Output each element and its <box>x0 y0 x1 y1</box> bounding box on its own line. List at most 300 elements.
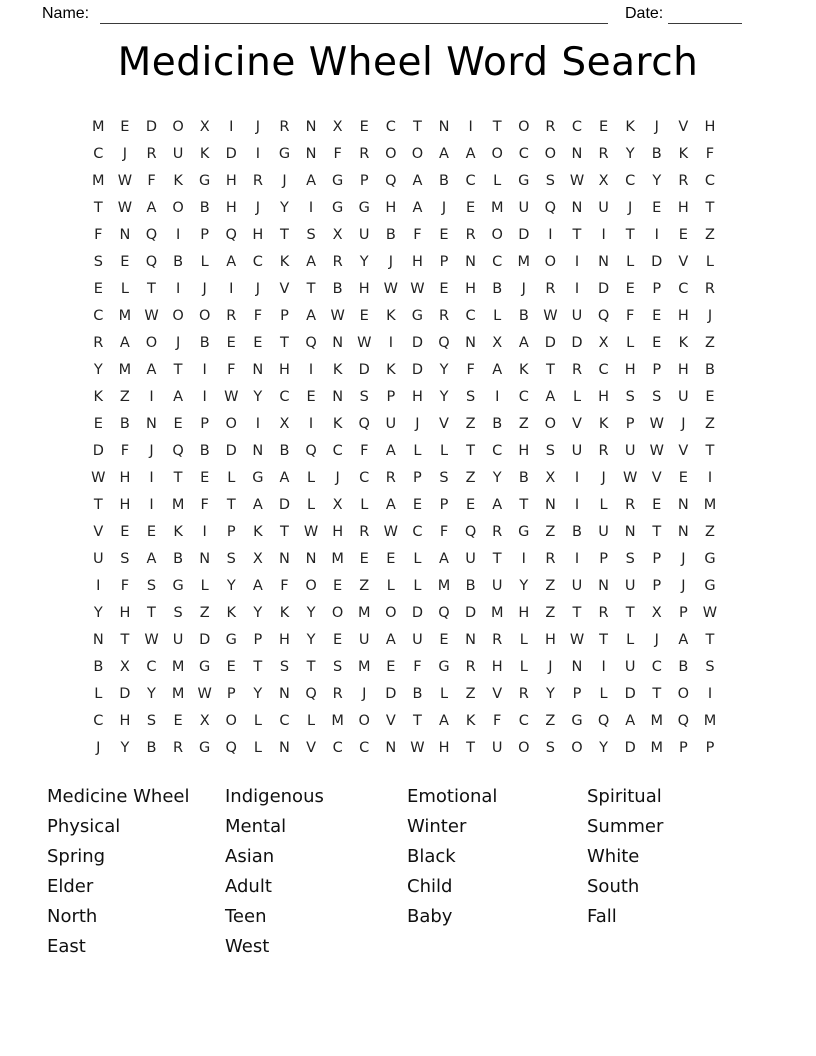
grid-letter: I <box>96 577 101 594</box>
grid-letter: B <box>651 145 662 162</box>
grid-letter: O <box>145 334 158 351</box>
grid-letter: R <box>545 280 556 297</box>
page-title: Medicine Wheel Word Search <box>117 40 699 85</box>
grid-letter: I <box>574 280 580 297</box>
grid-letter: Y <box>280 199 289 216</box>
grid-letter: J <box>122 145 128 162</box>
grid-letter: L <box>227 469 236 486</box>
grid-letter: K <box>678 334 689 351</box>
grid-letter: R <box>438 307 450 324</box>
grid-letter: D <box>385 685 397 702</box>
grid-letter: Y <box>253 388 263 405</box>
grid-letter: X <box>199 712 210 729</box>
grid-letter: U <box>598 523 609 540</box>
word-list-item: Fall <box>587 906 617 927</box>
grid-letter: F <box>94 226 103 243</box>
grid-letter: L <box>519 631 528 648</box>
grid-letter: T <box>120 631 130 648</box>
grid-letter: X <box>651 604 662 621</box>
grid-letter: S <box>652 388 662 405</box>
grid-letter: L <box>493 307 502 324</box>
grid-letter: G <box>332 199 344 216</box>
grid-letter: P <box>253 631 263 648</box>
grid-letter: U <box>491 739 503 756</box>
grid-letter: U <box>172 631 184 648</box>
grid-letter: T <box>572 604 582 621</box>
grid-letter: M <box>118 307 132 324</box>
grid-letter: O <box>198 307 211 324</box>
grid-letter: K <box>625 118 635 135</box>
grid-letter: T <box>705 631 715 648</box>
grid-letter: R <box>545 118 556 135</box>
grid-letter: L <box>94 685 103 702</box>
grid-letter: N <box>571 199 583 216</box>
grid-letter: R <box>704 280 715 297</box>
grid-letter: J <box>601 469 606 486</box>
grid-letter: E <box>359 550 369 567</box>
grid-letter: C <box>385 118 396 135</box>
grid-letter: V <box>385 712 396 729</box>
grid-letter: A <box>226 253 237 270</box>
grid-letter: H <box>411 253 423 270</box>
grid-letter: F <box>493 712 502 729</box>
grid-letter: K <box>279 253 290 270</box>
grid-letter: S <box>545 739 555 756</box>
word-list <box>0 782 816 972</box>
grid-letter: R <box>359 523 370 540</box>
grid-letter: Q <box>305 334 317 351</box>
grid-letter: R <box>146 145 157 162</box>
grid-letter: U <box>358 226 370 243</box>
grid-letter: I <box>574 253 580 270</box>
grid-letter: W <box>649 415 664 432</box>
grid-letter: E <box>439 631 449 648</box>
grid-letter: S <box>146 712 157 729</box>
grid-letter: H <box>119 469 131 486</box>
grid-letter: Q <box>145 226 158 243</box>
grid-letter: E <box>120 523 130 540</box>
grid-letter: I <box>229 118 234 135</box>
grid-letter: W <box>117 199 133 216</box>
grid-letter: N <box>305 550 317 567</box>
grid-letter: I <box>574 550 580 567</box>
grid-letter: S <box>545 442 555 459</box>
grid-letter: H <box>332 523 344 540</box>
grid-letter: Z <box>704 334 715 351</box>
grid-letter: E <box>439 280 449 297</box>
grid-letter: Z <box>545 577 556 594</box>
grid-letter: I <box>548 226 553 243</box>
grid-letter: M <box>331 550 344 567</box>
grid-letter: K <box>519 361 529 378</box>
grid-letter: Y <box>545 685 555 702</box>
grid-letter: I <box>308 361 314 378</box>
grid-letter: S <box>173 604 183 621</box>
grid-letter: U <box>412 631 423 648</box>
grid-letter: H <box>279 631 290 648</box>
grid-letter: N <box>305 145 317 162</box>
grid-letter: H <box>225 172 237 189</box>
word-list-column <box>47 782 190 962</box>
grid-letter: F <box>280 577 289 594</box>
word-list-item: Winter <box>407 816 467 837</box>
grid-letter: M <box>703 496 717 513</box>
grid-letter: K <box>332 415 343 432</box>
grid-letter: H <box>598 388 610 405</box>
grid-letter: N <box>305 118 317 135</box>
grid-letter: C <box>571 118 583 135</box>
grid-letter: F <box>413 226 422 243</box>
grid-letter: P <box>652 280 662 297</box>
grid-letter: S <box>306 226 316 243</box>
grid-letter: I <box>521 550 526 567</box>
grid-letter: R <box>385 469 396 486</box>
grid-letter: N <box>465 631 477 648</box>
grid-letter: T <box>306 658 316 675</box>
grid-letter: E <box>120 253 130 270</box>
grid-letter: L <box>413 577 422 594</box>
grid-letter: J <box>441 199 447 216</box>
grid-letter: M <box>92 118 105 135</box>
grid-letter: Z <box>465 415 476 432</box>
grid-letter: S <box>705 658 715 675</box>
grid-letter: D <box>544 334 556 351</box>
grid-letter: Z <box>199 604 210 621</box>
grid-letter: D <box>624 739 636 756</box>
grid-letter: Q <box>358 415 370 432</box>
grid-letter: R <box>492 523 503 540</box>
grid-letter: I <box>202 523 207 540</box>
grid-letter: E <box>386 550 396 567</box>
grid-letter: F <box>466 361 475 378</box>
grid-letter: Y <box>625 145 635 162</box>
grid-letter: P <box>678 739 688 756</box>
grid-letter: E <box>652 496 662 513</box>
grid-letter: E <box>652 307 662 324</box>
grid-letter: V <box>93 523 104 540</box>
grid-letter: M <box>357 604 371 621</box>
grid-letter: I <box>574 469 580 486</box>
grid-letter: X <box>332 496 343 513</box>
grid-letter: T <box>280 226 289 243</box>
grid-letter: D <box>518 226 530 243</box>
grid-letter: O <box>385 145 397 162</box>
grid-letter: L <box>413 550 422 567</box>
grid-letter: M <box>437 577 451 594</box>
grid-letter: H <box>385 199 397 216</box>
grid-letter: I <box>308 415 314 432</box>
grid-letter: P <box>652 577 662 594</box>
grid-letter: B <box>332 280 343 297</box>
grid-letter: N <box>199 550 211 567</box>
grid-letter: I <box>707 469 713 486</box>
grid-letter: E <box>705 388 715 405</box>
grid-letter: X <box>199 118 210 135</box>
word-list-item: Medicine Wheel <box>47 786 190 807</box>
grid-letter: R <box>332 685 343 702</box>
grid-letter: Y <box>492 469 502 486</box>
grid-letter: W <box>117 172 133 189</box>
grid-letter: I <box>229 280 234 297</box>
name-label: Name: <box>42 5 90 22</box>
grid-letter: A <box>306 172 316 189</box>
grid-letter: S <box>146 577 157 594</box>
grid-letter: B <box>439 172 449 189</box>
grid-letter: B <box>704 361 715 378</box>
grid-letter: R <box>252 172 263 189</box>
grid-letter: T <box>412 712 422 729</box>
grid-letter: A <box>306 253 316 270</box>
grid-letter: D <box>597 280 610 297</box>
grid-letter: W <box>410 280 425 297</box>
grid-letter: N <box>332 334 344 351</box>
word-list-item: West <box>225 936 270 957</box>
grid-letter: M <box>703 712 717 729</box>
grid-letter: X <box>492 334 503 351</box>
grid-letter: T <box>466 739 476 756</box>
grid-letter: U <box>172 145 184 162</box>
grid-letter: O <box>172 118 184 135</box>
grid-letter: A <box>439 145 449 162</box>
word-list-item: Indigenous <box>225 786 324 807</box>
grid-letter: R <box>279 118 290 135</box>
grid-letter: P <box>625 415 635 432</box>
grid-letter: L <box>439 442 449 459</box>
word-list-column <box>407 782 497 932</box>
grid-letter: X <box>119 658 130 675</box>
grid-letter: F <box>120 442 130 459</box>
grid-letter: L <box>599 496 608 513</box>
grid-letter: X <box>279 415 290 432</box>
grid-letter: Q <box>464 523 477 540</box>
grid-letter: D <box>358 361 370 378</box>
grid-letter: I <box>202 388 207 405</box>
grid-letter: O <box>491 145 503 162</box>
grid-letter: K <box>332 361 343 378</box>
grid-letter: U <box>465 550 476 567</box>
grid-letter: W <box>224 388 239 405</box>
grid-letter: A <box>146 550 157 567</box>
grid-letter: C <box>332 442 343 459</box>
grid-letter: V <box>306 739 316 756</box>
grid-letter: S <box>466 388 476 405</box>
grid-letter: F <box>705 145 715 162</box>
grid-letter: H <box>358 280 370 297</box>
grid-letter: D <box>624 685 636 702</box>
grid-letter: W <box>144 307 159 324</box>
grid-letter: E <box>146 523 157 540</box>
grid-letter: D <box>119 685 131 702</box>
grid-letter: H <box>438 739 450 756</box>
grid-letter: J <box>96 739 101 756</box>
grid-letter: A <box>252 496 263 513</box>
grid-letter: W <box>383 280 398 297</box>
grid-letter: H <box>518 604 530 621</box>
grid-letter: U <box>571 307 583 324</box>
grid-letter: Y <box>93 604 103 621</box>
grid-letter: C <box>279 712 290 729</box>
grid-letter: N <box>279 550 290 567</box>
grid-letter: O <box>544 145 557 162</box>
grid-letter: M <box>171 496 185 513</box>
grid-letter: R <box>545 550 556 567</box>
grid-letter: F <box>200 496 209 513</box>
grid-letter: Z <box>359 577 370 594</box>
grid-letter: N <box>624 523 636 540</box>
grid-letter: T <box>173 361 183 378</box>
grid-letter: C <box>518 712 529 729</box>
grid-letter: N <box>598 253 609 270</box>
grid-letter: I <box>601 226 606 243</box>
grid-letter: P <box>599 550 608 567</box>
grid-letter: Y <box>120 739 130 756</box>
grid-letter: H <box>119 496 131 513</box>
word-list-item: North <box>47 906 98 927</box>
grid-letter: E <box>652 199 662 216</box>
grid-letter: Q <box>225 739 237 756</box>
grid-letter: B <box>492 415 503 432</box>
grid-letter: K <box>598 415 609 432</box>
grid-letter: F <box>360 442 369 459</box>
grid-letter: S <box>439 469 449 486</box>
word-list-item: Baby <box>407 906 453 927</box>
grid-letter: M <box>517 253 531 270</box>
grid-letter: H <box>411 388 423 405</box>
grid-letter: L <box>386 577 395 594</box>
grid-letter: O <box>225 415 237 432</box>
grid-letter: Q <box>305 685 317 702</box>
grid-letter: D <box>651 253 663 270</box>
grid-letter: G <box>411 307 424 324</box>
grid-letter: A <box>146 199 157 216</box>
grid-letter: K <box>678 145 689 162</box>
grid-letter: Y <box>226 577 236 594</box>
grid-letter: U <box>624 577 636 594</box>
grid-letter: J <box>654 631 659 648</box>
grid-letter: C <box>518 388 529 405</box>
grid-letter: L <box>253 739 262 756</box>
grid-letter: E <box>173 712 183 729</box>
grid-letter: S <box>625 388 635 405</box>
grid-letter: R <box>465 658 476 675</box>
grid-letter: C <box>359 469 370 486</box>
grid-letter: T <box>93 496 103 513</box>
grid-letter: N <box>119 226 131 243</box>
grid-letter: T <box>545 361 555 378</box>
grid-letter: U <box>678 388 689 405</box>
grid-letter: O <box>518 118 530 135</box>
grid-letter: J <box>255 199 260 216</box>
grid-letter: A <box>306 307 316 324</box>
grid-letter: U <box>385 415 397 432</box>
grid-letter: R <box>518 685 529 702</box>
grid-letter: W <box>383 523 398 540</box>
grid-letter: I <box>308 199 314 216</box>
grid-letter: E <box>226 334 236 351</box>
grid-letter: L <box>253 712 262 729</box>
grid-letter: Q <box>305 442 317 459</box>
grid-letter: C <box>252 253 263 270</box>
grid-letter: C <box>704 172 716 189</box>
grid-letter: F <box>439 523 449 540</box>
grid-letter: W <box>410 739 425 756</box>
grid-letter: G <box>438 658 450 675</box>
grid-letter: N <box>677 496 689 513</box>
grid-letter: Z <box>545 712 556 729</box>
grid-letter: O <box>172 307 184 324</box>
grid-letter: R <box>359 145 370 162</box>
grid-letter: I <box>574 496 580 513</box>
grid-letter: I <box>707 685 713 702</box>
word-list-item: Child <box>407 876 453 897</box>
grid-letter: N <box>385 739 397 756</box>
grid-letter: Q <box>677 712 690 729</box>
grid-letter: K <box>199 145 210 162</box>
grid-letter: T <box>253 658 263 675</box>
grid-letter: B <box>518 307 529 324</box>
grid-letter: Y <box>306 604 316 621</box>
grid-letter: G <box>571 712 583 729</box>
grid-letter: S <box>333 658 343 675</box>
grid-letter: H <box>252 226 264 243</box>
grid-letter: D <box>411 361 423 378</box>
grid-letter: A <box>545 388 556 405</box>
date-label: Date: <box>625 5 664 22</box>
grid-letter: V <box>439 415 449 432</box>
grid-letter: R <box>571 361 583 378</box>
grid-letter: C <box>93 712 104 729</box>
grid-letter: J <box>415 415 420 432</box>
grid-letter: H <box>677 307 689 324</box>
grid-letter: J <box>681 415 686 432</box>
grid-letter: U <box>598 199 609 216</box>
grid-letter: A <box>173 388 184 405</box>
grid-letter: X <box>332 118 343 135</box>
grid-letter: L <box>705 253 714 270</box>
grid-letter: T <box>652 523 662 540</box>
grid-letter: E <box>678 226 688 243</box>
grid-letter: G <box>278 145 291 162</box>
grid-letter: C <box>412 523 423 540</box>
grid-letter: H <box>677 199 689 216</box>
word-list-item: Spring <box>47 846 106 867</box>
grid-letter: H <box>465 280 477 297</box>
grid-letter: I <box>255 145 260 162</box>
grid-letter: B <box>385 226 396 243</box>
word-list-item: Adult <box>225 876 272 897</box>
grid-letter: J <box>335 469 340 486</box>
grid-letter: E <box>466 199 476 216</box>
grid-letter: P <box>359 172 369 189</box>
grid-letter: T <box>705 442 715 459</box>
grid-letter: T <box>492 550 502 567</box>
grid-letter: A <box>385 442 396 459</box>
grid-letter: O <box>331 604 344 621</box>
grid-letter: G <box>225 631 237 648</box>
grid-letter: H <box>544 631 556 648</box>
grid-letter: S <box>93 253 103 270</box>
grid-letter: O <box>385 604 397 621</box>
grid-letter: M <box>331 712 344 729</box>
grid-letter: R <box>598 145 609 162</box>
grid-letter: U <box>491 577 503 594</box>
grid-letter: L <box>626 253 635 270</box>
grid-letter: G <box>704 550 716 567</box>
grid-letter: O <box>491 226 503 243</box>
grid-letter: J <box>628 199 633 216</box>
grid-letter: L <box>519 658 528 675</box>
grid-letter: B <box>93 658 104 675</box>
